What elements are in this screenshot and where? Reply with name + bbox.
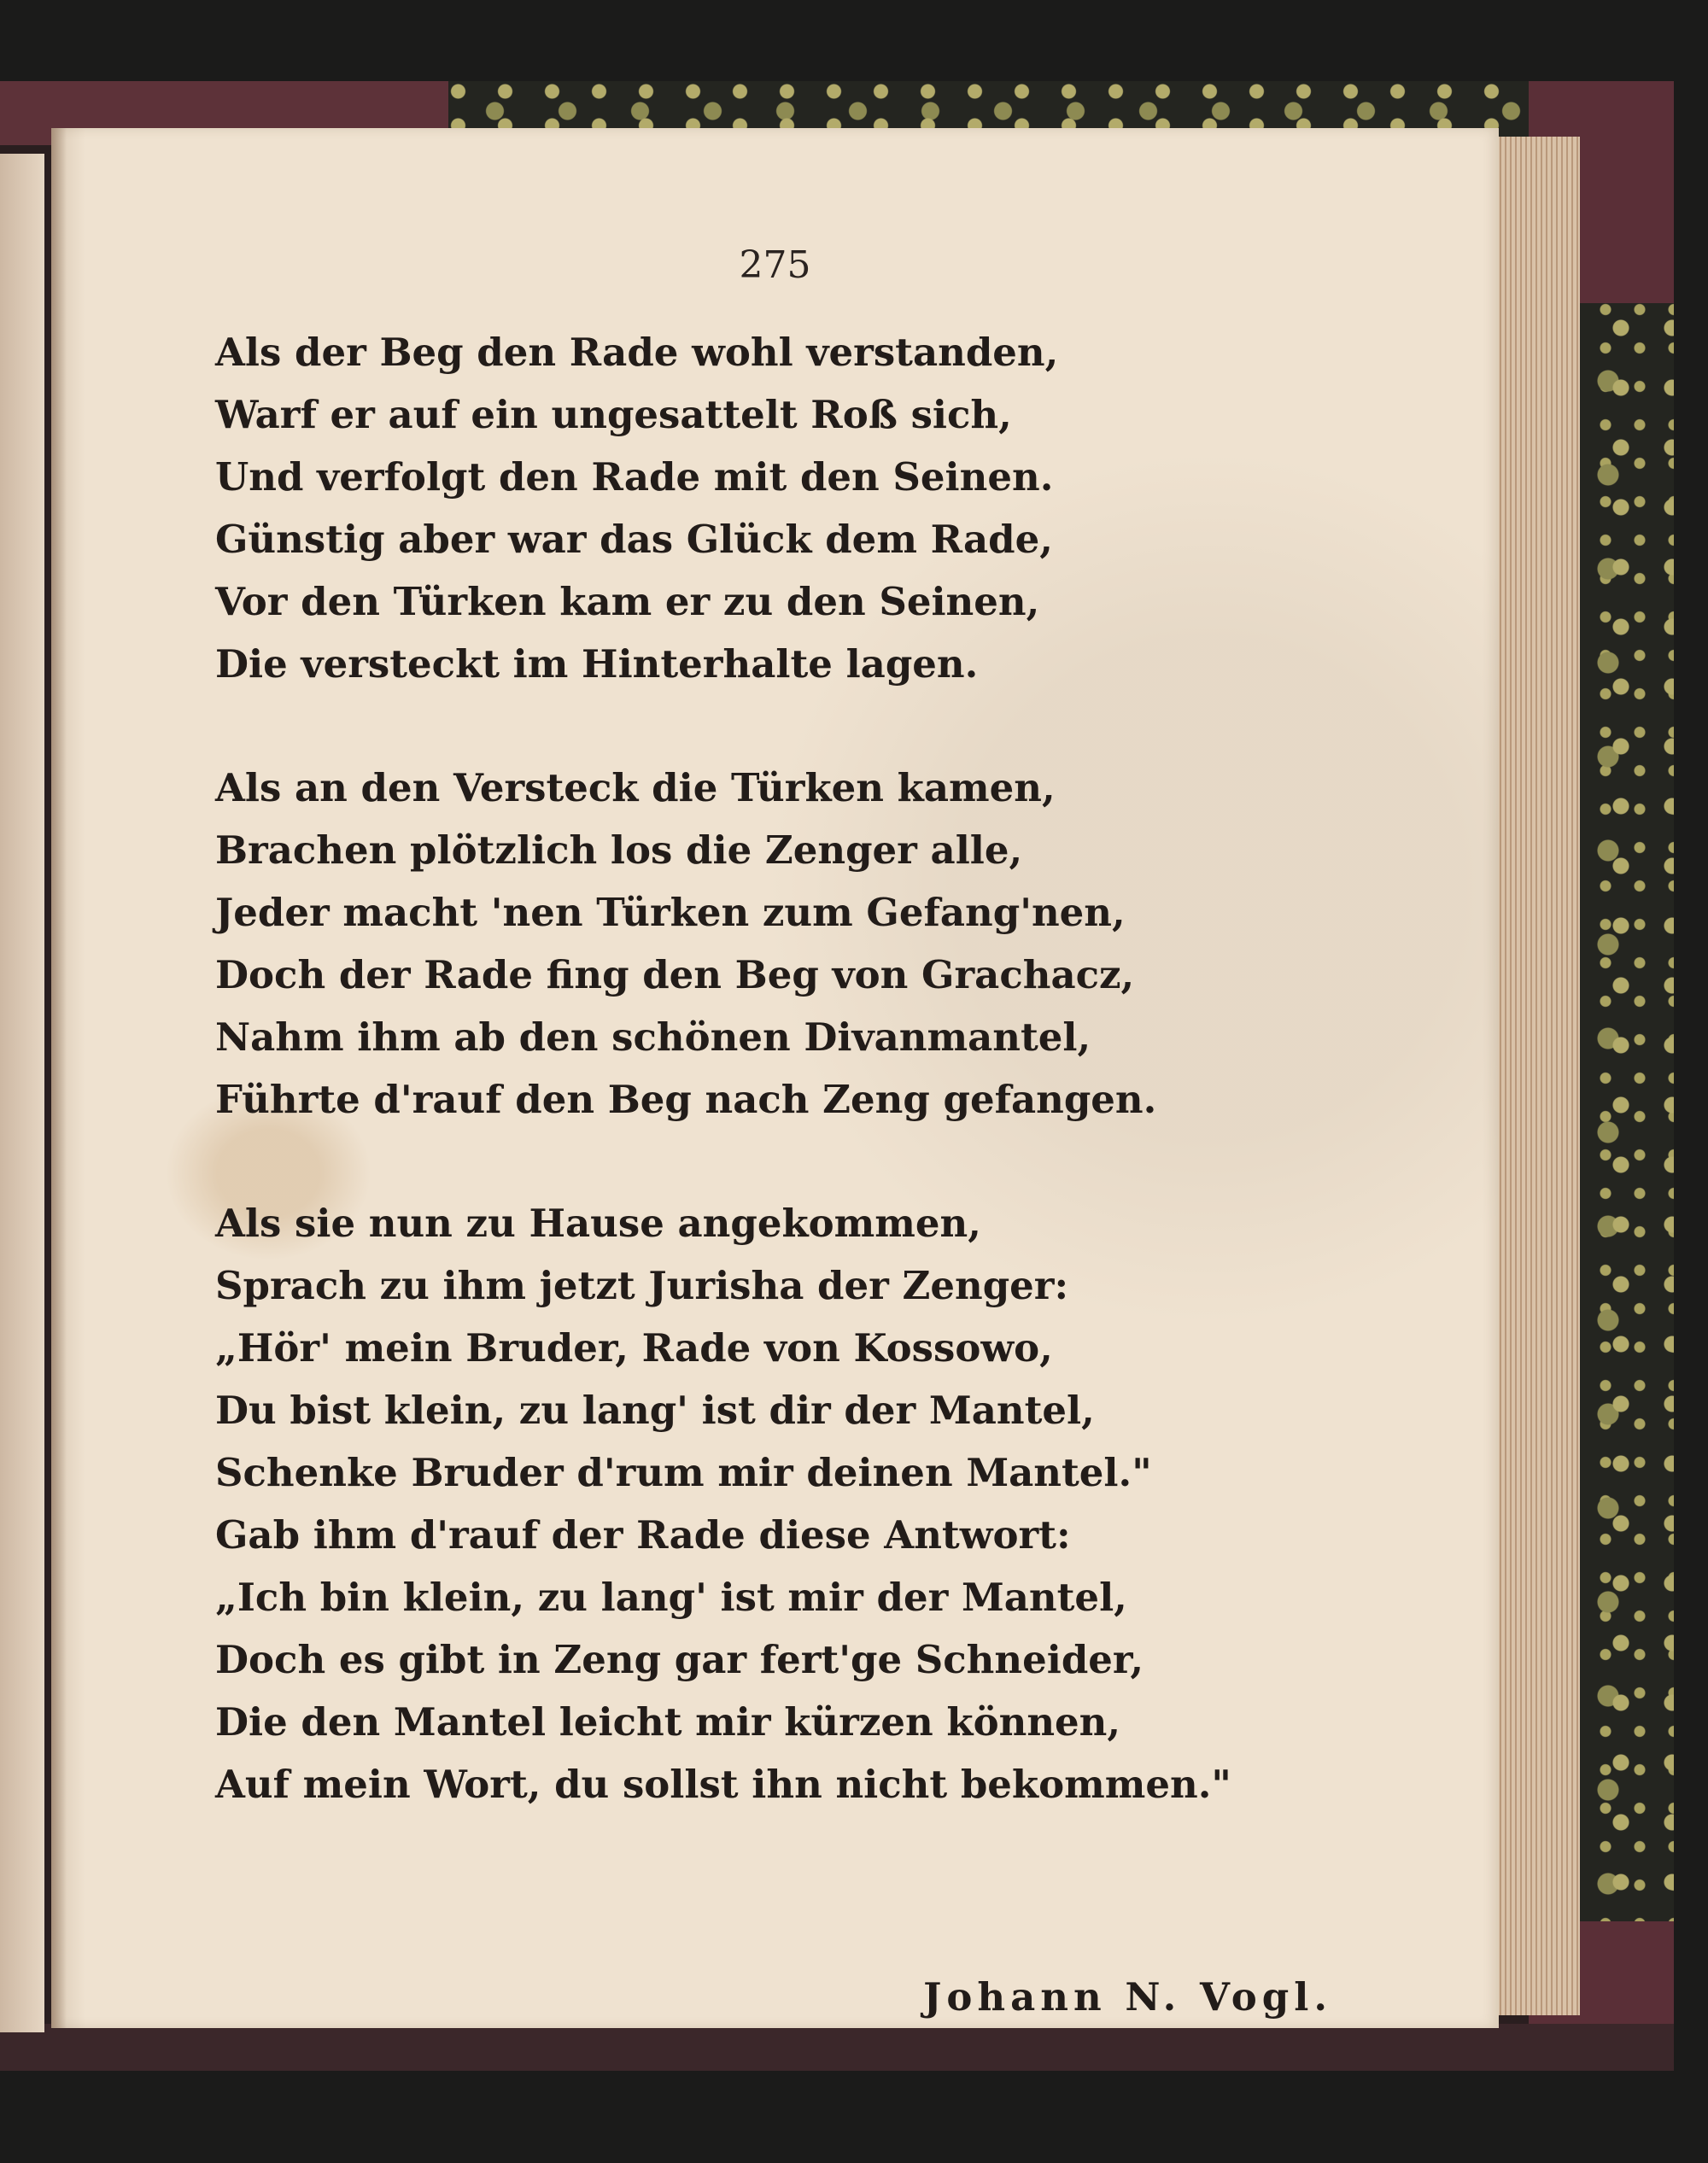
poem-line: Du bist klein, zu lang' ist dir der Mantel, (215, 1388, 1095, 1433)
poem-line: Warf er auf ein ungesattelt Roß sich, (215, 392, 1012, 437)
page-stack-edges (1486, 137, 1580, 2015)
poem-line: Vor den Türken kam er zu den Seinen, (215, 579, 1040, 624)
poem-line: Als an den Versteck die Türken kamen, (215, 765, 1056, 810)
poem-line: Jeder macht 'nen Türken zum Gefang'nen, (215, 890, 1126, 935)
poem-line: Gab ihm d'rauf der Rade diese Antwort: (215, 1512, 1071, 1558)
poem-line: Als sie nun zu Hause angekommen, (215, 1201, 981, 1246)
stanza-2 (215, 757, 1428, 1131)
stanza-1 (215, 321, 1428, 695)
stanza-3 (215, 1192, 1428, 1815)
page-number: 275 (739, 243, 811, 287)
poem-text (215, 321, 1428, 1815)
poem-line: Günstig aber war das Glück dem Rade, (215, 517, 1053, 562)
poem-line: „Hör' mein Bruder, Rade von Kossowo, (215, 1325, 1053, 1371)
left-page-edge (0, 154, 44, 2032)
poem-line: Schenke Bruder d'rum mir deinen Mantel." (215, 1450, 1152, 1495)
poem-line: Führte d'rauf den Beg nach Zeng gefangen. (215, 1077, 1157, 1122)
page-gutter (51, 128, 67, 2028)
author-signature: Johann N. Vogl. (923, 1974, 1332, 2020)
poem-line: „Ich bin klein, zu lang' ist mir der Mantel, (215, 1575, 1127, 1620)
book-page (51, 128, 1499, 2028)
poem-line: Doch es gibt in Zeng gar fert'ge Schneider, (215, 1637, 1144, 1682)
poem-line: Die versteckt im Hinterhalte lagen. (215, 641, 979, 687)
poem-line: Und verfolgt den Rade mit den Seinen. (215, 454, 1054, 500)
poem-line: Die den Mantel leicht mir kürzen können, (215, 1699, 1121, 1745)
poem-line: Auf mein Wort, du sollst ihn nicht bekommen." (215, 1762, 1231, 1807)
cover-bottom-edge (0, 2024, 1674, 2071)
poem-line: Doch der Rade fing den Beg von Grachacz, (215, 952, 1135, 997)
poem-line: Sprach zu ihm jetzt Jurisha der Zenger: (215, 1263, 1069, 1308)
poem-line: Brachen plötzlich los die Zenger alle, (215, 827, 1023, 873)
poem-line: Als der Beg den Rade wohl verstanden, (215, 330, 1059, 375)
poem-line: Nahm ihm ab den schönen Divanmantel, (215, 1014, 1091, 1060)
